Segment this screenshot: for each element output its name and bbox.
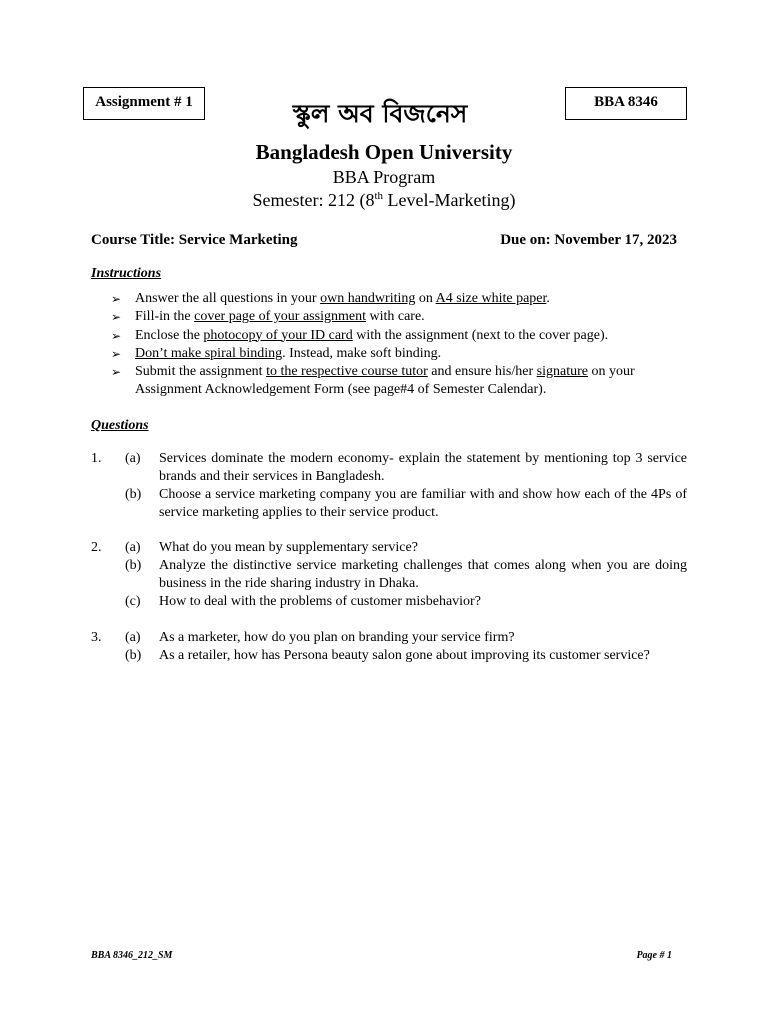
footer-document-code: BBA 8346_212_SM xyxy=(91,950,173,961)
question-part xyxy=(91,647,687,665)
question-text: As a marketer, how do you plan on branding your service firm? xyxy=(159,630,515,645)
instruction-item: ➢ Enclose the photocopy of your ID card with the assignment (next to the cover page). xyxy=(111,327,691,345)
due-date: Due on: November 17, 2023 xyxy=(500,232,677,248)
semester-prefix: Semester: 212 (8 xyxy=(252,190,375,210)
course-code: BBA 8346 xyxy=(594,94,658,110)
question-number: 2. xyxy=(91,540,102,555)
semester-title xyxy=(0,190,768,211)
question-letter: (a) xyxy=(125,451,141,466)
question-letter: (a) xyxy=(125,630,141,645)
instruction-item: ➢ Fill-in the cover page of your assignment with care. xyxy=(111,308,691,326)
instruction-item: ➢ Submit the assignment to the respective course tutor and ensure his/her signature on your Assignment Acknowledgement Form (see page#4 of Semester Calendar). xyxy=(111,364,635,398)
bullet-arrow-icon: ➢ xyxy=(111,365,122,380)
footer-page-number: Page # 1 xyxy=(636,950,672,961)
assignment-label: Assignment # 1 xyxy=(95,94,193,110)
question-part xyxy=(91,539,687,557)
question-letter: (b) xyxy=(125,487,142,502)
course-code-box xyxy=(565,87,687,120)
university-title: Bangladesh Open University xyxy=(255,140,513,164)
question-letter: (a) xyxy=(125,540,141,555)
question-text: As a retailer, how has Persona beauty salon gone about improving its customer service? xyxy=(159,648,650,663)
question-part xyxy=(91,557,687,593)
bullet-arrow-icon: ➢ xyxy=(111,292,122,306)
instructions-heading: Instructions xyxy=(91,266,162,281)
question-text: What do you mean by supplementary service? xyxy=(159,540,418,555)
question-group-2 xyxy=(91,539,687,611)
instructions-list xyxy=(111,290,691,400)
assignment-number-box xyxy=(83,87,205,120)
question-part xyxy=(91,593,687,611)
question-letter: (b) xyxy=(125,558,142,573)
question-part xyxy=(91,486,687,522)
question-text: How to deal with the problems of customer misbehavior? xyxy=(159,594,481,609)
question-group-3 xyxy=(91,629,687,665)
course-title: Course Title: Service Marketing xyxy=(91,232,298,248)
bullet-arrow-icon: ➢ xyxy=(111,328,122,343)
program-title: BBA Program xyxy=(332,167,436,187)
instruction-item: ➢ Answer the all questions in your own handwriting on A4 size white paper. xyxy=(111,290,691,308)
instruction-item: ➢ Don’t make spiral binding. Instead, make soft binding. xyxy=(111,345,691,363)
semester-suffix: Level-Marketing) xyxy=(383,190,516,210)
question-group-1 xyxy=(91,450,687,522)
question-number: 3. xyxy=(91,630,102,645)
semester-ordinal: th xyxy=(374,190,384,202)
bullet-arrow-icon: ➢ xyxy=(111,310,122,325)
bullet-arrow-icon: ➢ xyxy=(111,346,122,361)
question-text: Analyze the distinctive service marketing challenges that comes along when you are doing business in the ride sharing industry in Dhaka. xyxy=(159,558,687,591)
question-letter: (b) xyxy=(125,648,142,663)
question-letter: (c) xyxy=(125,594,141,609)
question-part xyxy=(91,450,687,486)
school-of-business-logo: স্কুল অব বিজনেস xyxy=(292,99,468,128)
question-text: Choose a service marketing company you are familiar with and show how each of the 4Ps of service marketing applies to their service product. xyxy=(159,487,687,520)
question-number: 1. xyxy=(91,451,102,466)
question-part xyxy=(91,629,687,647)
questions-heading: Questions xyxy=(91,418,149,433)
question-text: Services dominate the modern economy- explain the statement by mentioning top 3 service brands and their services in Bangladesh. xyxy=(159,451,687,484)
